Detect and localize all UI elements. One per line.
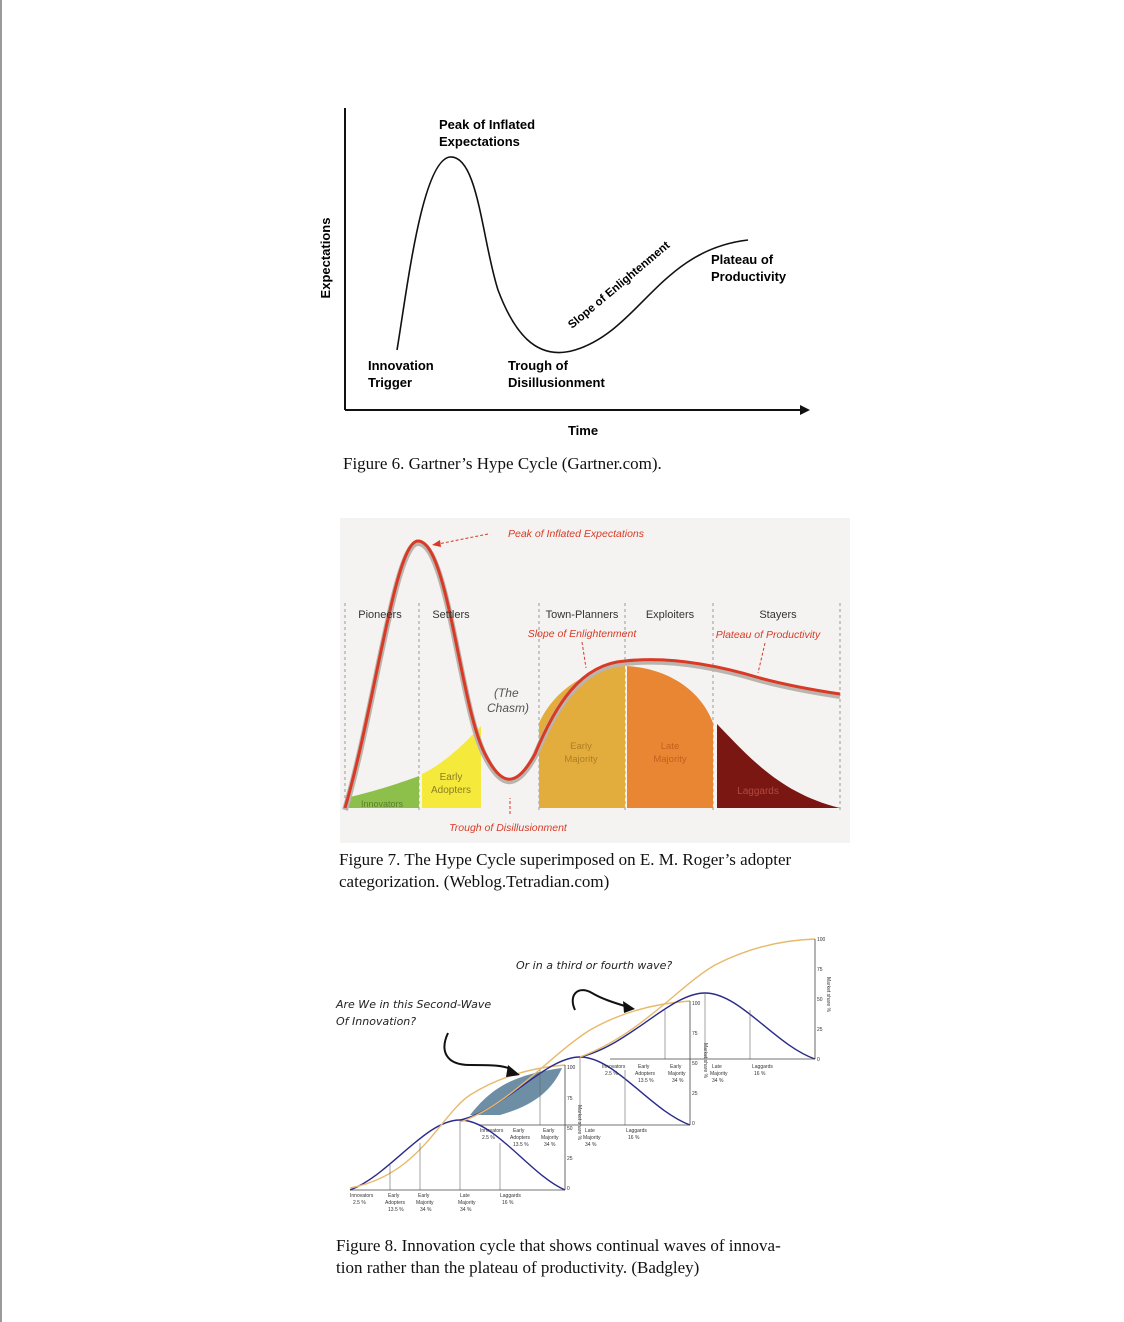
svg-text:Late: Late xyxy=(712,1064,722,1070)
svg-text:0: 0 xyxy=(817,1057,820,1063)
svg-text:Early: Early xyxy=(418,1193,430,1199)
svg-text:50: 50 xyxy=(692,1061,698,1067)
svg-text:Majority: Majority xyxy=(710,1071,728,1077)
svg-text:Innovators: Innovators xyxy=(350,1193,374,1199)
svg-text:100: 100 xyxy=(692,1001,701,1007)
column-exploiters: Exploiters xyxy=(645,609,695,621)
svg-text:Early: Early xyxy=(388,1193,400,1199)
share-ticks-2 xyxy=(692,1001,701,1127)
svg-text:Early: Early xyxy=(513,1128,525,1134)
segment-laggards: Laggards xyxy=(737,786,779,797)
svg-text:34 %: 34 % xyxy=(672,1078,684,1084)
share-ticks-1 xyxy=(567,1065,576,1192)
figure-8-caption xyxy=(336,1235,781,1279)
svg-text:100: 100 xyxy=(817,937,826,943)
segment-innovators: Innovators xyxy=(360,799,404,809)
svg-text:16 %: 16 % xyxy=(628,1135,640,1141)
plateau-label: Plateau of Productivity xyxy=(711,252,787,284)
svg-text:Laggards: Laggards xyxy=(626,1128,647,1134)
svg-text:34 %: 34 % xyxy=(420,1207,432,1213)
svg-text:Innovators: Innovators xyxy=(602,1064,626,1070)
figure-7-hype-adopters xyxy=(340,518,850,843)
arrow-second-wave xyxy=(444,1033,512,1070)
svg-text:13.5 %: 13.5 % xyxy=(388,1207,404,1213)
svg-text:Early: Early xyxy=(638,1064,650,1070)
adoption-curve-1 xyxy=(350,1120,565,1190)
annotation-third-wave: Or in a third or fourth wave? xyxy=(516,959,673,972)
svg-text:Laggards: Laggards xyxy=(752,1064,773,1070)
x-axis-label: Time xyxy=(567,423,599,438)
peak-label: Peak of Inflated Expectations xyxy=(439,117,536,149)
svg-text:Adopters: Adopters xyxy=(510,1135,531,1141)
y-axis-label: Expectations xyxy=(318,217,333,299)
trigger-label: Innovation Trigger xyxy=(368,358,434,390)
svg-text:Late: Late xyxy=(585,1128,595,1134)
svg-text:2.5 %: 2.5 % xyxy=(605,1071,618,1077)
column-town-planners: Town-Planners xyxy=(545,609,619,621)
column-stayers: Stayers xyxy=(759,609,797,621)
caption-line: Figure 8. Innovation cycle that shows continual waves of innova- xyxy=(336,1236,781,1255)
svg-text:16 %: 16 % xyxy=(502,1200,514,1206)
caption-line: categorization. (Weblog.Tetradian.com) xyxy=(339,872,610,891)
svg-text:2.5 %: 2.5 % xyxy=(353,1200,366,1206)
slope-label: Slope of Enlightenment xyxy=(566,239,673,332)
svg-text:16 %: 16 % xyxy=(754,1071,766,1077)
share-axis-label-3: Market share % xyxy=(825,977,831,1013)
svg-text:Majority: Majority xyxy=(668,1071,686,1077)
arrow-second-wave-head xyxy=(506,1065,520,1077)
svg-text:2.5 %: 2.5 % xyxy=(482,1135,495,1141)
svg-text:75: 75 xyxy=(817,967,823,973)
svg-text:50: 50 xyxy=(817,997,823,1003)
plateau-label: Plateau of Productivity xyxy=(715,629,821,641)
svg-text:34 %: 34 % xyxy=(585,1142,597,1148)
caption-line: Figure 7. The Hype Cycle superimposed on E. M. Roger’s adopter xyxy=(339,850,792,869)
svg-text:Late: Late xyxy=(460,1193,470,1199)
segment-late-majority: Late Majority xyxy=(653,741,687,765)
svg-text:34 %: 34 % xyxy=(712,1078,724,1084)
svg-text:25: 25 xyxy=(817,1027,823,1033)
annotation-second-wave: Are We in this Second-Wave Of Innovation? xyxy=(336,998,492,1028)
svg-text:Early: Early xyxy=(543,1128,555,1134)
chasm-label: (The Chasm) xyxy=(486,686,530,715)
arrow-third-wave xyxy=(573,990,628,1010)
svg-text:0: 0 xyxy=(567,1186,570,1192)
share-ticks-3 xyxy=(817,937,826,1063)
trough-label: Trough of Disillusionment xyxy=(508,358,605,390)
svg-text:Majority: Majority xyxy=(458,1200,476,1206)
svg-text:50: 50 xyxy=(567,1126,573,1132)
figure-6-caption: Figure 6. Gartner’s Hype Cycle (Gartner.com). xyxy=(343,454,662,473)
peak-label: Peak of Inflated Expectations xyxy=(508,528,645,540)
share-axis-label-1: Market share % xyxy=(576,1105,582,1141)
trough-label: Trough of Disillusionment xyxy=(449,822,567,834)
svg-text:25: 25 xyxy=(692,1091,698,1097)
category-labels-1 xyxy=(350,1193,521,1213)
x-axis-arrow xyxy=(800,405,810,415)
svg-text:Innovators: Innovators xyxy=(480,1128,504,1134)
svg-text:100: 100 xyxy=(567,1065,576,1071)
svg-text:34 %: 34 % xyxy=(460,1207,472,1213)
segment-early-adopters: Early Adopters xyxy=(430,772,472,796)
svg-text:Adopters: Adopters xyxy=(635,1071,656,1077)
column-settlers: Settlers xyxy=(432,609,470,621)
svg-text:13.5 %: 13.5 % xyxy=(638,1078,654,1084)
svg-text:Majority: Majority xyxy=(583,1135,601,1141)
category-labels-2 xyxy=(480,1128,647,1148)
slope-label: Slope of Enlightenment xyxy=(527,628,637,640)
share-axis-label-2: Market share % xyxy=(702,1043,708,1079)
svg-text:Adopters: Adopters xyxy=(385,1200,406,1206)
svg-text:Early: Early xyxy=(670,1064,682,1070)
column-pioneers: Pioneers xyxy=(358,609,402,621)
svg-text:Laggards: Laggards xyxy=(500,1193,521,1199)
svg-text:Majority: Majority xyxy=(541,1135,559,1141)
svg-text:13.5 %: 13.5 % xyxy=(513,1142,529,1148)
figure-6-hype-cycle xyxy=(310,100,820,445)
svg-text:25: 25 xyxy=(567,1156,573,1162)
svg-text:0: 0 xyxy=(692,1121,695,1127)
page-border xyxy=(0,0,2,1322)
svg-text:34 %: 34 % xyxy=(544,1142,556,1148)
caption-line: tion rather than the plateau of productivity. (Badgley) xyxy=(336,1258,700,1277)
segment-early-majority: Early Majority xyxy=(564,741,598,765)
svg-text:75: 75 xyxy=(692,1031,698,1037)
figure-8-innovation-waves xyxy=(330,925,840,1225)
cumulative-curve-3 xyxy=(580,939,815,1057)
svg-text:Majority: Majority xyxy=(416,1200,434,1206)
svg-text:75: 75 xyxy=(567,1096,573,1102)
figure-7-caption xyxy=(339,849,791,893)
